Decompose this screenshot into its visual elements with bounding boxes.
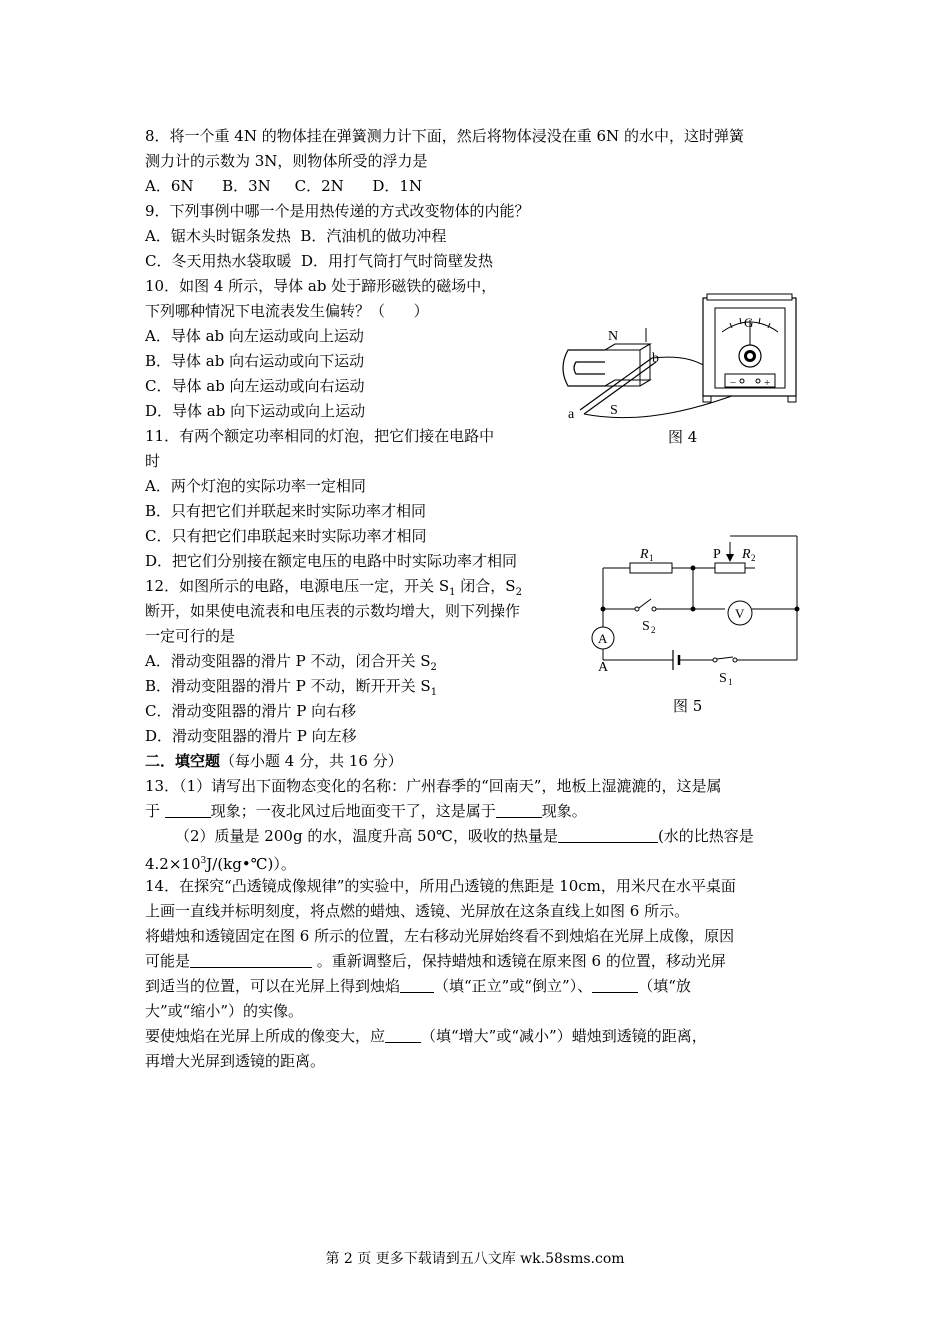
q12-line1: 12．如图所示的电路，电源电压一定，开关 $S_1$ 闭合，$S_2$ (145, 577, 522, 598)
switch-s2-contact (652, 607, 656, 611)
q13-line4: $4.2\times 10^3J/(kg•℃)$）。 (145, 855, 296, 873)
label-r1: R (640, 547, 649, 562)
magnet-inner-arc (574, 362, 605, 374)
label-s1: S (719, 671, 727, 686)
label-a: A (598, 660, 609, 675)
junction-dot (691, 607, 696, 612)
q13-part2: （2）质量是 200g 的水，温度升高 50℃，吸收的热量是 (水的比热容是 (175, 827, 754, 845)
q13-line2: 于 现象；一夜北风过后地面变干了，这是属于 现象。 (145, 802, 587, 820)
q14-line8: 再增大光屏到透镜的距离。 (145, 1052, 326, 1070)
q10-line2: 下列哪种情况下电流表发生偏转？（ ） (145, 302, 429, 320)
q13-line1: 13．（1）请写出下面物态变化的名称：广州春季的“回南天”，地板上湿漉漉的，这是属 (145, 777, 722, 795)
q10-option-d: D．导体 ab 向下运动或向上运动 (145, 402, 366, 420)
switch-s1-contact (733, 658, 737, 662)
label-r1-sub: 1 (649, 553, 654, 563)
magnet-outer-arc (563, 350, 605, 386)
galvanometer-right-foot (788, 396, 796, 402)
q8-options: A．6N B．3N C．2N D．1N (145, 177, 423, 195)
terminal-negative (740, 379, 744, 383)
q9-options-ab: A．锯木头时锯条发热 B．汽油机的做功冲程 (145, 227, 447, 245)
q12-line3: 一定可行的是 (145, 627, 236, 645)
slider-p-arrow (726, 554, 734, 562)
q10-option-c: C．导体 ab 向左运动或向右运动 (145, 377, 365, 395)
figure-4-caption: 图 4 (668, 428, 698, 446)
label-p: P (713, 547, 721, 562)
q14-line3: 将蜡烛和透镜固定在图 6 所示的位置，左右移动光屏始终看不到烛焰在光屏上成像，原因 (145, 927, 735, 945)
q10-option-a: A．导体 ab 向左运动或向上运动 (145, 327, 364, 345)
switch-s2-pivot (635, 607, 639, 611)
fig4-label-a: a (568, 407, 575, 422)
switch-s2-blade (639, 599, 651, 608)
q14-line7: 要使烛焰在光屏上所成的像变大，应 （填“增大”或“减小”）蜡烛到透镜的距离， (145, 1027, 707, 1045)
q14-line2: 上画一直线并标明刻度，将点燃的蜡烛、透镜、光屏放在这条直线上如图 6 所示。 (145, 902, 690, 920)
junction-dot (795, 607, 800, 612)
label-r2: R (742, 547, 751, 562)
q10-line1: 10．如图 4 所示，导体 ab 处于蹄形磁铁的磁场中， (145, 277, 497, 295)
q12-line2: 断开，如果使电流表和电压表的示数均增大，则下列操作 (145, 602, 521, 620)
fig4-label-s: S (610, 403, 618, 418)
figure-5-caption: 图 5 (673, 697, 703, 715)
figure-5-circuit (585, 530, 805, 690)
galvanometer-coil-center (747, 353, 753, 359)
junction-dot (691, 566, 696, 571)
q12-option-a: A．滑动变阻器的滑片 P 不动，闭合开关 $S_2$ (145, 652, 437, 673)
galvanometer-top-cap (707, 294, 792, 300)
resistor-r2 (715, 563, 745, 573)
galvanometer-left-foot (703, 396, 711, 402)
blank-14-3[interactable] (592, 978, 638, 993)
conductor-ab-bottom (584, 362, 656, 414)
fig4-label-plus: + (764, 377, 771, 389)
blank-13-3[interactable] (558, 828, 658, 843)
switch-s1-pivot (713, 658, 717, 662)
junction-dot (601, 607, 606, 612)
q14-line6: 大”或“缩小”）的实像。 (145, 1002, 304, 1020)
blank-14-1[interactable] (190, 953, 312, 968)
q11-line1: 11．有两个额定功率相同的灯泡，把它们接在电路中 (145, 427, 495, 445)
fig4-label-b: b (652, 351, 659, 366)
blank-13-2[interactable] (496, 803, 542, 818)
q11-option-c: C．只有把它们串联起来时实际功率才相同 (145, 527, 427, 545)
q9-stem: 9．下列事例中哪一个是用热传递的方式改变物体的内能？ (145, 202, 530, 220)
q11-option-a: A．两个灯泡的实际功率一定相同 (145, 477, 366, 495)
q8-line2: 测力计的示数为 3N，则物体所受的浮力是 (145, 152, 428, 170)
q12-option-b: B．滑动变阻器的滑片 P 不动，断开开关 $S_1$ (145, 677, 438, 698)
blank-14-4[interactable] (385, 1028, 421, 1043)
q14-line5: 到适当的位置，可以在光屏上得到烛焰 （填“正立”或“倒立”）、 （填“放 (145, 977, 691, 995)
label-s2-sub: 2 (651, 625, 656, 635)
fig4-label-minus: − (730, 377, 737, 389)
resistor-r1 (630, 563, 672, 573)
blank-14-2[interactable] (400, 978, 434, 993)
q11-option-d: D．把它们分别接在额定电压的电路中时实际功率才相同 (145, 552, 518, 570)
q10-option-b: B．导体 ab 向右运动或向下运动 (145, 352, 365, 370)
q14-line4: 可能是 。重新调整后，保持蜡烛和透镜在原来图 6 的位置，移动光屏 (145, 952, 726, 970)
label-s1-sub: 1 (728, 677, 733, 687)
q12-option-c: C．滑动变阻器的滑片 P 向右移 (145, 702, 357, 720)
page-footer: 第 2 页 更多下载请到五八文库 wk.58sms.com (325, 1251, 625, 1267)
q12-option-d: D．滑动变阻器的滑片 P 向左移 (145, 727, 357, 745)
q9-options-cd: C．冬天用热水袋取暖 D．用打气筒打气时筒壁发热 (145, 252, 494, 270)
q8-line1: 8．将一个重 4N 的物体挂在弹簧测力计下面，然后将物体浸没在重 6N 的水中，这时弹簧 (145, 127, 744, 145)
q14-line1: 14．在探究“凸透镜成像规律”的实验中，所用凸透镜的焦距是 10cm，用米尺在水平桌面 (145, 877, 736, 895)
label-r2-sub: 2 (751, 553, 756, 563)
section-2-heading: 二．填空题（每小题 4 分，共 16 分） (145, 752, 403, 770)
switch-s1-blade (717, 657, 733, 659)
blank-13-1[interactable] (165, 803, 211, 818)
fig4-label-g: G (744, 315, 754, 330)
label-ammeter-a: A (598, 631, 608, 646)
fig4-label-n: N (608, 329, 619, 344)
magnet-top-pole (605, 344, 650, 350)
label-v: V (735, 606, 745, 621)
q11-line2: 时 (145, 452, 161, 470)
label-s2: S (642, 619, 650, 634)
figure-4-magnet-galvanometer (560, 290, 805, 425)
q11-option-b: B．只有把它们并联起来时实际功率才相同 (145, 502, 427, 520)
terminal-positive (756, 379, 760, 383)
